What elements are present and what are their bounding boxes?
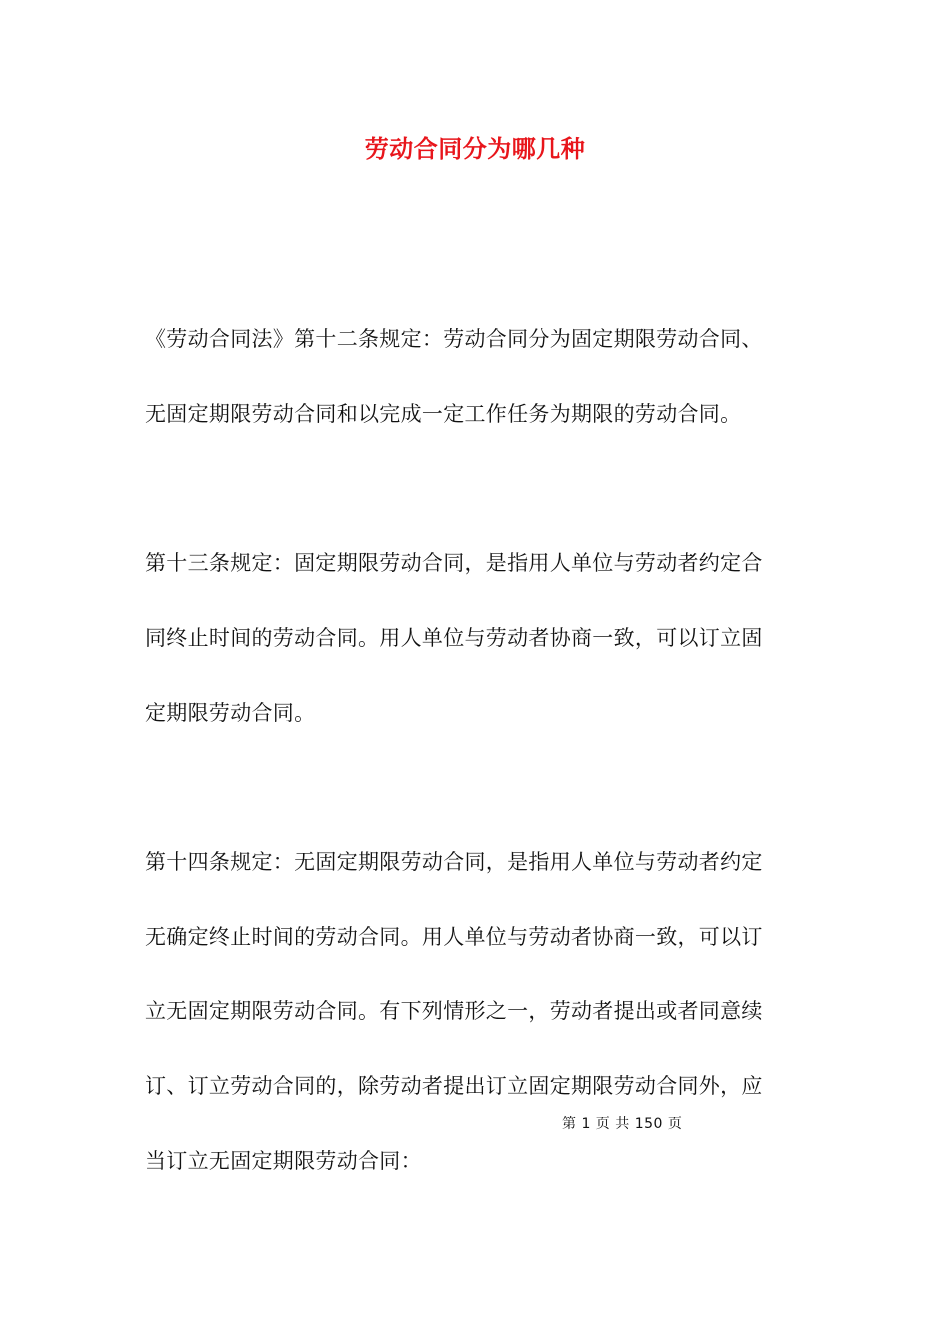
paragraph-3-line-5: 当订立无固定期限劳动合同： xyxy=(145,1149,422,1173)
paragraph-3-line-2: 无确定终止时间的劳动合同。用人单位与劳动者协商一致，可以订 xyxy=(145,925,763,949)
paragraph-2-line-2: 同终止时间的劳动合同。用人单位与劳动者协商一致，可以订立固 xyxy=(145,626,763,650)
document-title: 劳动合同分为哪几种 xyxy=(364,135,586,163)
paragraph-1-line-1: 《劳动合同法》第十二条规定：劳动合同分为固定期限劳动合同、 xyxy=(145,327,763,351)
page-number-footer: 第 1 页 共 150 页 xyxy=(562,1116,683,1132)
paragraph-2-line-1: 第十三条规定：固定期限劳动合同，是指用人单位与劳动者约定合 xyxy=(145,551,763,575)
paragraph-3-line-4: 订、订立劳动合同的，除劳动者提出订立固定期限劳动合同外，应 xyxy=(145,1074,763,1098)
paragraph-2-line-3: 定期限劳动合同。 xyxy=(145,701,316,725)
paragraph-1-line-2: 无固定期限劳动合同和以完成一定工作任务为期限的劳动合同。 xyxy=(145,402,742,426)
paragraph-3-line-3: 立无固定期限劳动合同。有下列情形之一，劳动者提出或者同意续 xyxy=(145,999,763,1023)
paragraph-3-line-1: 第十四条规定：无固定期限劳动合同，是指用人单位与劳动者约定 xyxy=(145,850,763,874)
